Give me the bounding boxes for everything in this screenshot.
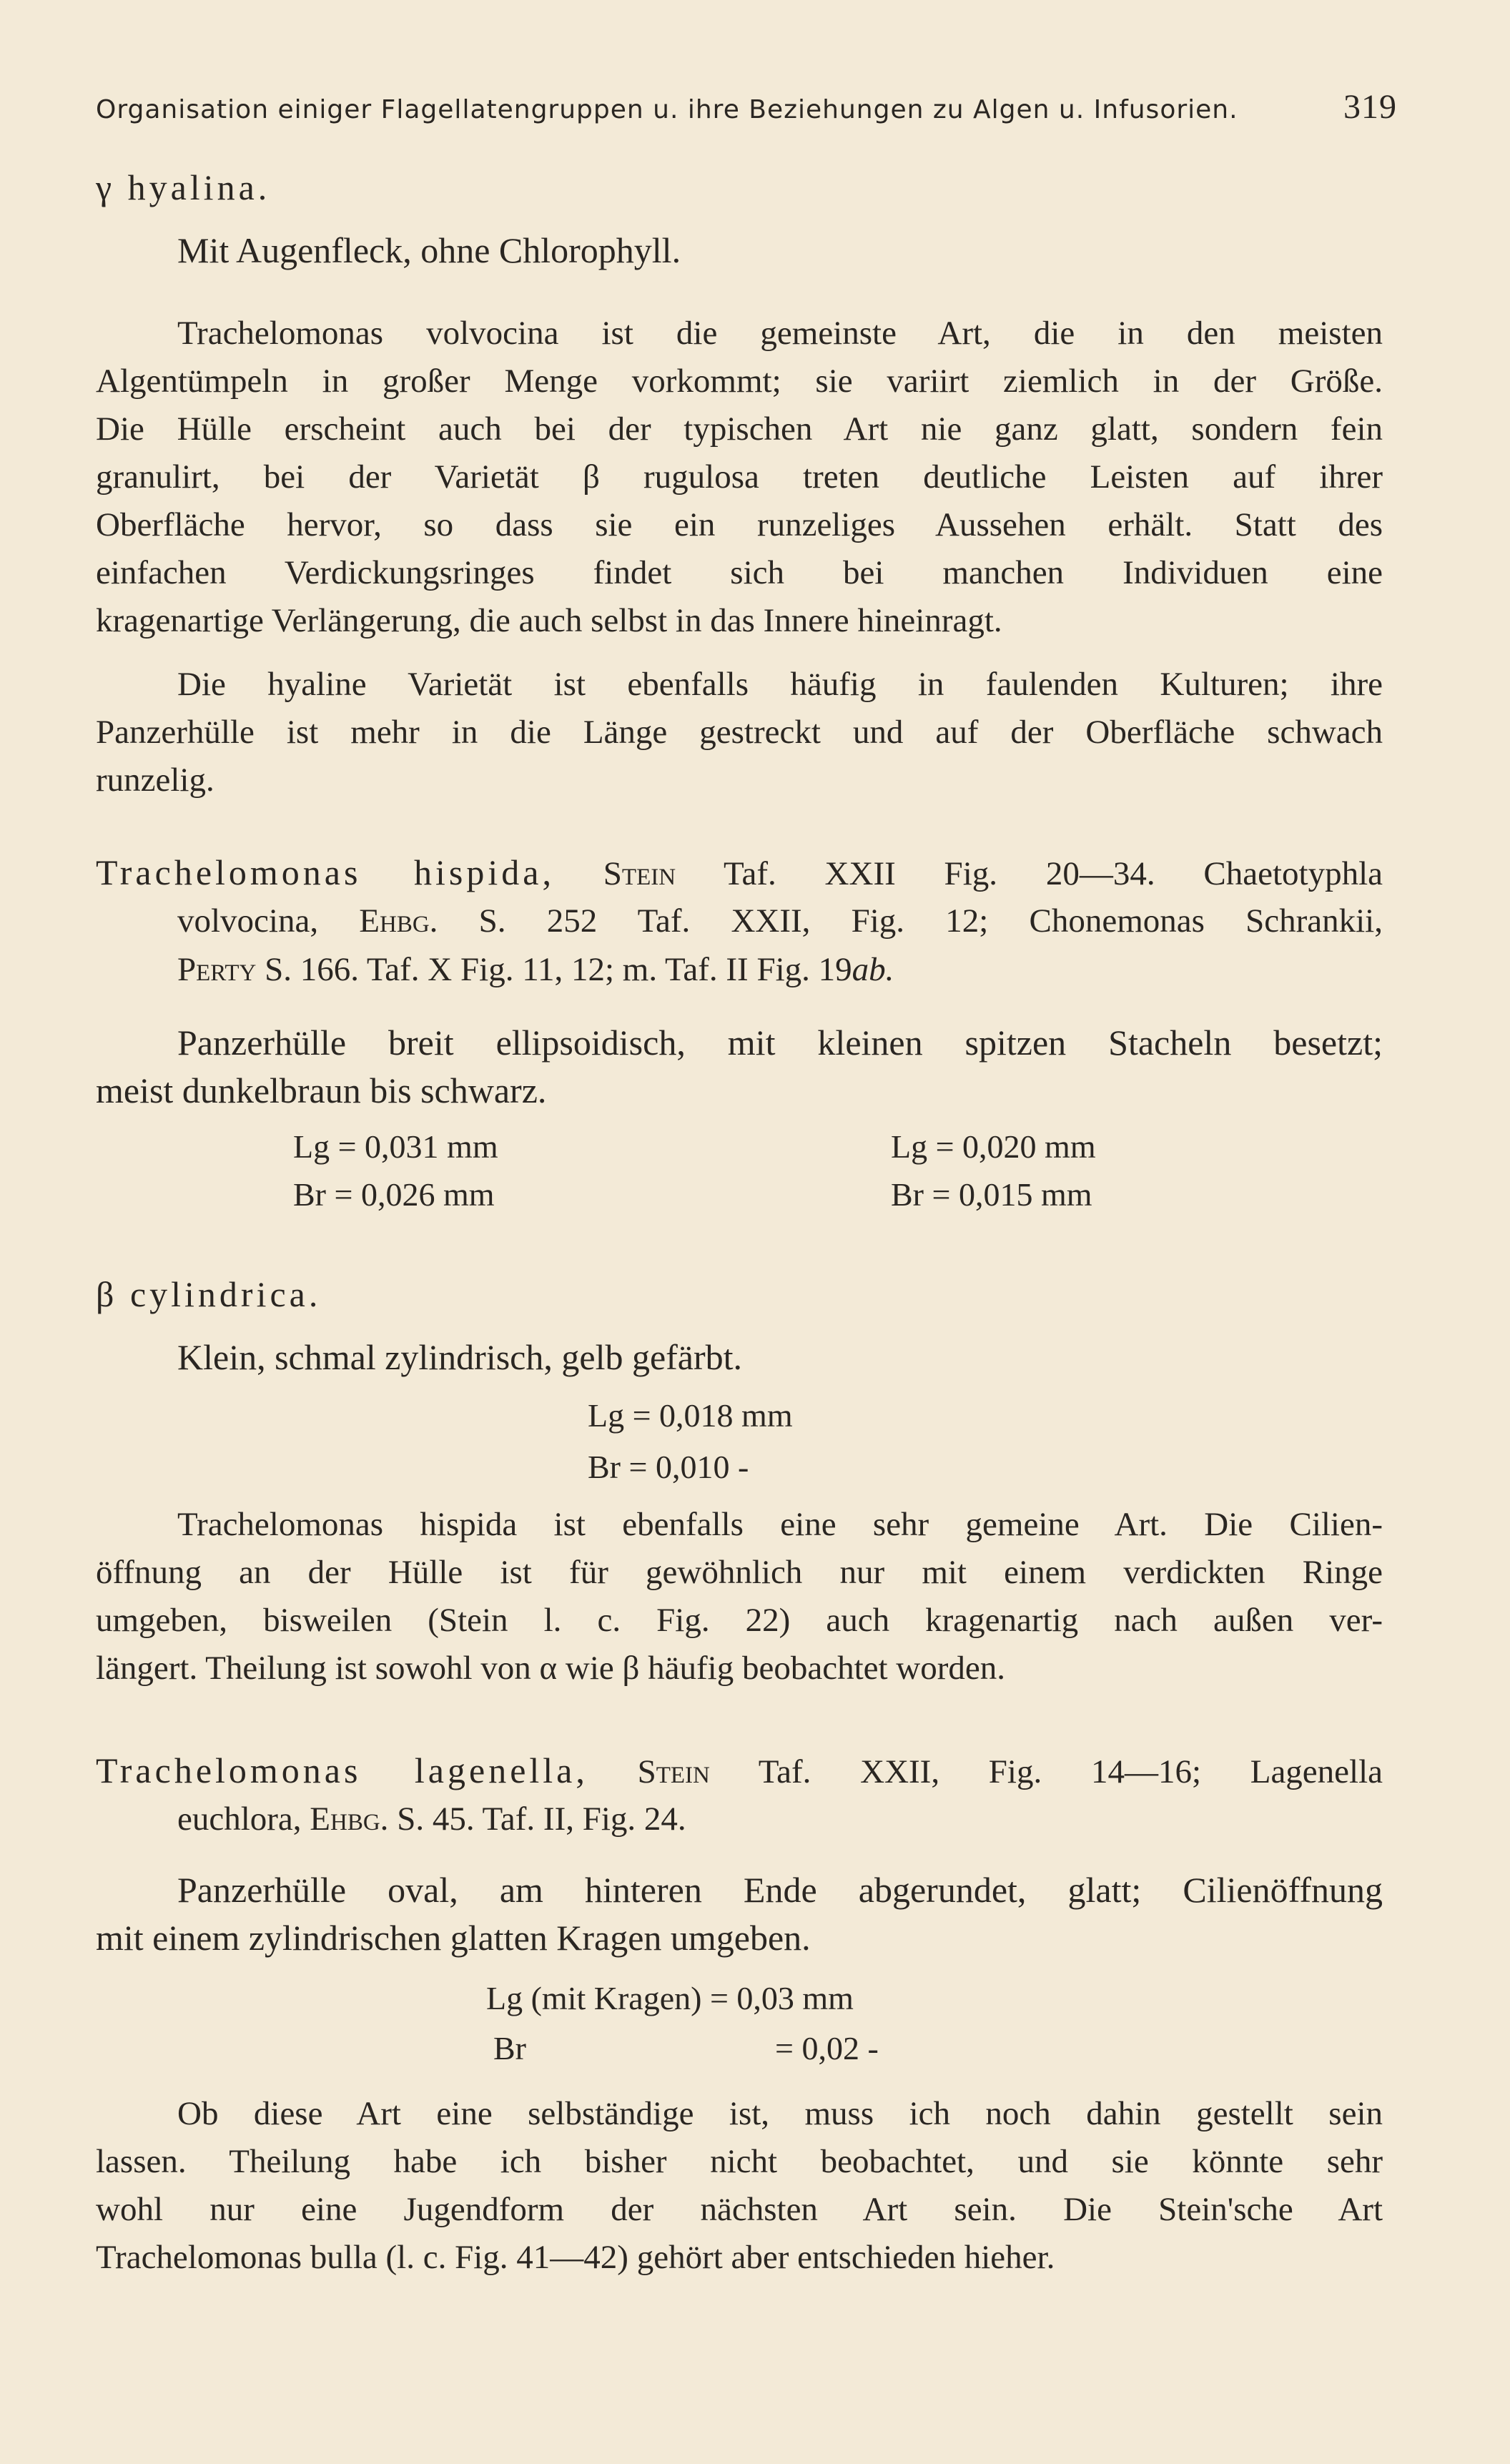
paragraph-line: Algentümpeln in großer Menge vorkommt; sie variirt ziemlich in der Größe. <box>96 363 1383 400</box>
page-number: 319 <box>1343 88 1397 126</box>
variety-heading-hyalina: γ hyalina. <box>96 167 271 207</box>
cylindrica-diagnosis: Klein, schmal zylindrisch, gelb gefärbt. <box>177 1337 743 1377</box>
measurement-length: Lg (mit Kragen) = 0,03 mm <box>486 1980 854 2016</box>
measurement-length: Lg = 0,020 mm <box>891 1128 1096 1165</box>
paragraph-line: Die hyaline Varietät ist ebenfalls häufig in faulenden Kulturen; ihre <box>177 666 1383 703</box>
running-title: Organisation einiger Flagellatengruppen u. ihre Beziehungen zu Algen u. Infusorien. <box>96 95 1238 124</box>
paragraph-line: wohl nur eine Jugendform der nächsten Art sein. Die Stein'sche Art <box>96 2191 1383 2228</box>
paragraph-line: Trachelomonas bulla (l. c. Fig. 41—42) gehört aber entschieden hieher. <box>96 2239 1055 2276</box>
synonym-name: euchlora, <box>177 1800 302 1838</box>
lagenella-diagnosis: Panzerhülle oval, am hinteren Ende abgerundet, glatt; Cilienöffnung <box>177 1870 1383 1910</box>
hyalina-diagnosis: Mit Augenfleck, ohne Chlorophyll. <box>177 230 681 270</box>
synonymy-text: S. 45. Taf. II, Fig. 24. <box>397 1800 686 1838</box>
paragraph-line: umgeben, bisweilen (Stein l. c. Fig. 22) auch kragenartig nach außen ver- <box>96 1602 1383 1639</box>
synonymy-line <box>177 948 1383 991</box>
lagenella-diagnosis: mit einem zylindrischen glatten Kragen umgeben. <box>96 1918 811 1958</box>
author-ehbg: Ehbg. <box>310 1800 389 1838</box>
author-ehbg: Ehbg. <box>359 902 438 940</box>
species-name: Trachelomonas lagenella, <box>96 1750 588 1790</box>
synonymy-line <box>177 900 1383 942</box>
paragraph-line: öffnung an der Hülle ist für gewöhnlich nur mit einem verdickten Ringe <box>96 1554 1383 1591</box>
measurement-breadth-label: Br <box>493 2030 526 2066</box>
measurement-breadth: Br = 0,026 mm <box>293 1176 495 1213</box>
paragraph-line: kragenartige Verlängerung, die auch selbst in das Innere hineinragt. <box>96 602 1002 639</box>
paragraph-line: lassen. Theilung habe ich bisher nicht beobachtet, und sie könnte sehr <box>96 2143 1383 2180</box>
paragraph-line: Trachelomonas hispida ist ebenfalls eine sehr gemeine Art. Die Cilien- <box>177 1506 1383 1543</box>
paragraph-line: längert. Theilung ist sowohl von α wie β häufig beobachtet worden. <box>96 1650 1006 1687</box>
synonymy-text: S. 252 Taf. XXII, Fig. 12; Chonemonas Schrankii, <box>478 902 1383 940</box>
species-heading-lagenella <box>96 1749 1383 1793</box>
synonymy-line <box>177 1798 1383 1840</box>
running-header <box>96 87 1397 137</box>
synonymy-text: Taf. XXII, Fig. 14—16; Lagenella <box>758 1753 1383 1790</box>
author-perty: Perty <box>177 951 257 988</box>
synonym-name: volvocina, <box>177 902 319 940</box>
variety-heading-cylindrica: β cylindrica. <box>96 1274 322 1314</box>
paragraph-line: Trachelomonas volvocina ist die gemeinste Art, die in den meisten <box>177 315 1383 352</box>
author-stein: Stein <box>603 855 676 892</box>
hispida-diagnosis: meist dunkelbraun bis schwarz. <box>96 1070 547 1110</box>
measurement-length: Lg = 0,031 mm <box>293 1128 498 1165</box>
paragraph-line: Ob diese Art eine selbständige ist, muss ich noch dahin gestellt sein <box>177 2095 1383 2132</box>
author-stein: Stein <box>637 1753 710 1790</box>
measurement-breadth: Br = 0,015 mm <box>891 1176 1092 1213</box>
paragraph-line: granulirt, bei der Varietät β rugulosa treten deutliche Leisten auf ihrer <box>96 458 1383 496</box>
measurement-breadth: Br = 0,010 - <box>588 1449 749 1485</box>
measurement-length: Lg = 0,018 mm <box>588 1397 793 1434</box>
paragraph-line: Oberfläche hervor, so dass sie ein runzeliges Aussehen erhält. Statt des <box>96 506 1383 543</box>
hispida-diagnosis: Panzerhülle breit ellipsoidisch, mit kleinen spitzen Stacheln besetzt; <box>177 1022 1383 1063</box>
species-heading-hispida <box>96 851 1383 895</box>
paragraph-line: einfachen Verdickungsringes findet sich bei manchen Individuen eine <box>96 554 1383 591</box>
paragraph-line: Panzerhülle ist mehr in die Länge gestreckt und auf der Oberfläche schwach <box>96 714 1383 751</box>
paragraph-line: runzelig. <box>96 762 214 799</box>
synonymy-text: S. 166. Taf. X Fig. 11, 12; m. Taf. II Fig. 19 <box>265 951 852 988</box>
paragraph-line: Die Hülle erscheint auch bei der typischen Art nie ganz glatt, sondern fein <box>96 410 1383 448</box>
figure-suffix: ab. <box>852 951 894 988</box>
measurement-breadth-value: = 0,02 - <box>775 2030 879 2066</box>
species-name: Trachelomonas hispida, <box>96 852 555 892</box>
synonymy-text: Taf. XXII Fig. 20—34. Chaetotyphla <box>724 855 1383 892</box>
